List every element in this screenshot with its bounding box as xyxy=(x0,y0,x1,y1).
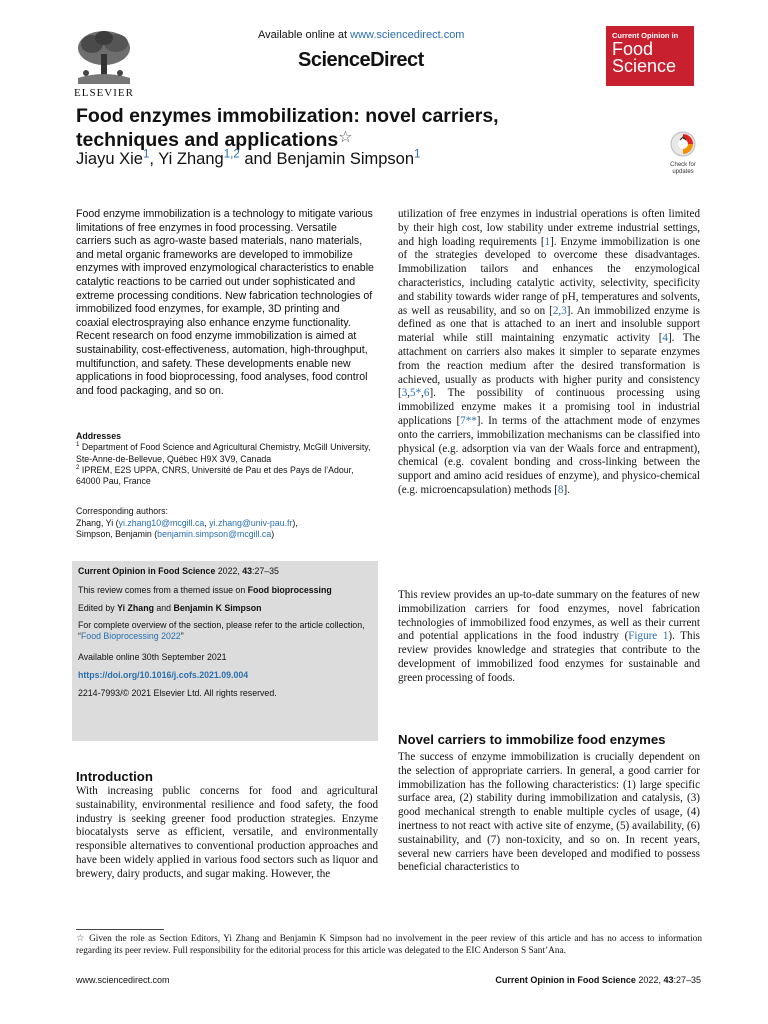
article-info-box: Current Opinion in Food Science 2022, 43:27–35 This review comes from a themed issue on Food bioprocessing Edited by Yi Zhang and Benjamin K Simpson For complete overview of the section, please refer to the article collection, “Food Bioprocessing 2022” Available online 30th September 2021 https://doi.org/10.1016/j.cofs.2021.09.004 2214-7993/© 2021 Elsevier Ltd. All rights reserved. xyxy=(72,561,378,741)
elsevier-logo xyxy=(72,28,136,99)
doi-link[interactable]: https://doi.org/10.1016/j.cofs.2021.09.004 xyxy=(78,670,249,680)
footer-url[interactable]: www.sciencedirect.com xyxy=(76,975,170,985)
collection-link[interactable]: Food Bioprocessing 2022 xyxy=(80,631,181,642)
journal-badge-small: Current Opinion in xyxy=(612,31,679,40)
right-para-2: This review provides an up-to-date summary on the features of new immobilization carriers for food enzymes, novel fabrication technologies of immobilized food enzymes, as well as their current and potential applications in the food industry (Figure 1). This review provides knowledge and strategies that contribute to the development of immobilized food enzymes for sustainable and green processing of foods. xyxy=(398,589,700,684)
journal-badge-food: Food xyxy=(612,39,654,59)
figure-1-link[interactable]: Figure 1 xyxy=(628,630,669,643)
email-zhang-pau[interactable]: yi.zhang@univ-pau.fr xyxy=(209,517,293,528)
elsevier-wordmark: ELSEVIER xyxy=(74,87,134,99)
footnote-rule xyxy=(76,929,164,930)
author-simpson: Benjamin Simpson xyxy=(276,150,415,168)
journal-badge xyxy=(606,26,694,86)
corresponding-authors: Corresponding authors: Zhang, Yi (yi.zhang10@mcgill.ca, yi.zhang@univ-pau.fr), Simpson, Benjamin (benjamin.simpson@mcgill.ca) xyxy=(76,506,298,540)
right-para-1: utilization of free enzymes in industrial operations is often limited by their high cost, low stability under extreme industrial settings, and high loading requirements [1]. Enzyme immobilization is one of the strategies developed to overcome these disadvantages. Immobilization tailors and enhances the enzymological characteristics, including catalytic activity, selectivity, specificity and stability towards wider range of pH, temperatures and solvents, as well as reusability, and so on [2,3]. An immobilized enzyme is defined as one that is attached to an inert and insoluble support material while still maintaining enzymatic activity [4]. The attachment on carriers also makes it simpler to separate enzymes from the reaction medium after the desired transformation is achieved, usually as products with higher purity and consistency [3,5*,6]. The possibility of continuous processing using immobilized enzyme makes it a promising tool in industrial applications [7**]. In terms of the attachment mode of enzymes onto the carriers, immobilization mechanisms can be classified into physical (e.g. adsorption via van der Waals force and entrapment), chemical (e.g. covalent bonding and cross-linking between the support and amino acid residues of enzyme), and physico-chemical (e.g. microencapsulation) methods [8]. xyxy=(398,208,700,496)
author-line: Jiayu Xie$^1$, Yi Zhang$^{1,2}$ and Benjamin Simpson$^1$ xyxy=(76,148,421,168)
email-zhang-mcgill[interactable]: yi.zhang10@mcgill.ca xyxy=(118,517,205,528)
sciencedirect-logo: ScienceDirect xyxy=(298,49,424,71)
novel-carriers-heading: Novel carriers to immobilize food enzymes xyxy=(398,732,666,747)
title-line-1: Food enzymes immobilization: novel carriers, xyxy=(76,105,499,127)
journal-badge-science: Science xyxy=(612,56,677,76)
intro-text: With increasing public concerns for food and agricultural sustainability, environmental resilience and food safety, the food industry is seeking greener food production strategies. Enzyme biocatalysts serve as efficient, versatile, and environmentally responsible alternatives to conventional production approaches and have been widely applied in various food sectors such as liquor and brewery, dairy products, and sugar making. However, the xyxy=(76,785,378,880)
title-line-2: techniques and applications xyxy=(76,129,339,151)
available-online: Available online at www.sciencedirect.com xyxy=(258,29,465,41)
sciencedirect-link[interactable]: www.sciencedirect.com xyxy=(350,29,465,41)
addresses xyxy=(76,431,376,487)
author-xie: Jiayu Xie xyxy=(76,150,143,168)
email-simpson[interactable]: benjamin.simpson@mcgill.ca xyxy=(157,529,272,540)
address-2: $^2$ IPREM, E2S UPPA, CNRS, Université de Pau et des Pays de l’Adour, 64000 Pau, France xyxy=(76,463,354,487)
check-for-updates-icon xyxy=(670,131,696,157)
right-para-3: The success of enzyme immobilization is crucially dependent on the selection of appropriate carriers. In general, a good carrier for immobilization has the following characteristics: (1) large specific surface area, (2) stability during immobilization and catalysis, (3) good mechanical strength to enable multiple cycles of usage, (4) inertness to not react with active site of enzyme, (5) availability, (6) sustainability, and (7) non-toxicity, and so on. In recent years, several new carriers have been developed and modified to possess beneficial characteristics to xyxy=(398,751,700,874)
footer-citation: Current Opinion in Food Science 2022, 43:27–35 xyxy=(495,975,701,985)
title-footnote-star[interactable]: ☆ xyxy=(338,129,353,146)
footnote: ☆ Given the role as Section Editors, Yi Zhang and Benjamin K Simpson had no involvement in the peer review of this article and has no access to information regarding its peer review. Full responsibility for the editorial process for this article was delegated to the EIC Anderson S Sant’Ana. xyxy=(76,934,702,956)
elsevier-tree-icon xyxy=(72,28,136,84)
intro-heading: Introduction xyxy=(76,769,153,784)
check-for-updates[interactable]: Check for updates xyxy=(666,131,700,176)
abstract: Food enzyme immobilization is a technology to mitigate various limitations of free enzymes in food processing. Versatile carriers such as agro-waste based materials, nano materials, and metal organic frameworks are developed to immobilize enzymes with improved enzymological characteristics to enable catalytic reactions to be carried out under sophisticated and extreme processing conditions. New fabrication technologies of immobilized food enzymes, for example, 3D printing and coaxial electrospraying also enhance enzyme functionality. Recent research on food enzyme immobilization is aimed at sustainability, cost-effectiveness, automation, high-throughput, multifunction, and safety. These developments enable new applications in food bioprocessing, food analyses, food control and food packaging, and so on. xyxy=(76,208,374,397)
author-zhang: Yi Zhang xyxy=(158,150,224,168)
article-title xyxy=(76,106,499,151)
addresses-heading: Addresses xyxy=(76,431,121,441)
address-1: $^1$ Department of Food Science and Agricultural Chemistry, McGill University, Ste-Anne-de-Bellevue, Québec H9X 3V9, Canada xyxy=(76,441,371,464)
